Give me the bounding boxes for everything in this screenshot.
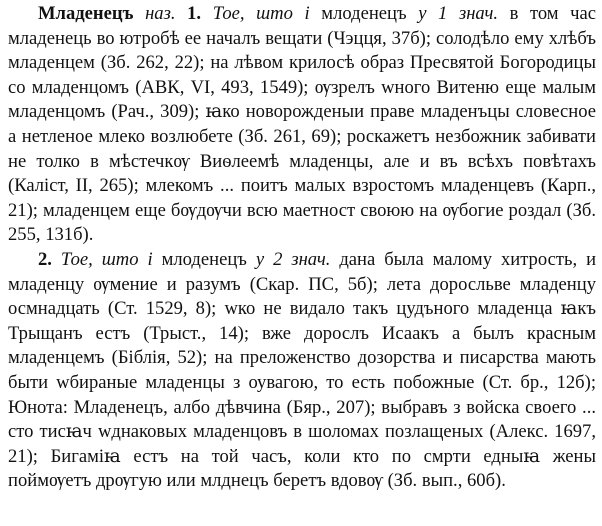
sense-2-quotes: дана была малому хитрость, и младенцу ѹмение и разумъ (Скар. ПС, 5б); лета доросльве младенцу осмнадцать (Ст. 1529, 8); wко не видало такъ цудъного младенца ꙗкъ Трыщанъ естъ (Трыст., 14); вже дорослъ Исаакъ а былъ красным младенцемъ (Біблія, 52); на преложенство дозорства и писарства мають быти wбираные младенцы з оувагою, то есть побожные (Ст. бр., 12б); Юнота: Младенецъ, албо дѣвчина (Бяр., 207); выбравъ з войска своего ... сто тисꙗч wднаковых младенцовъ в шоломах позлащеных (Алекс. 1697, 21); Бигаміꙗ естъ на той часъ, коли кто по смрти едныꙗ жены поймѹетъ дрѹгую или млднецъ беретъ вдовѹ (Зб. вып., 60б). [8, 248, 597, 492]
sense-1-ref-sense: у 1 знач. [418, 3, 498, 24]
sense-2-paragraph [8, 248, 596, 494]
sense-2-number: 2. [38, 248, 52, 270]
sense-1-paragraph [8, 2, 596, 248]
sense-1-ref-word: млоденецъ [321, 3, 407, 24]
sense-2-definition: Тое, што і [60, 248, 153, 270]
dictionary-entry [8, 2, 596, 494]
sense-1-quotes: в том час младенець во ютробѣ ее началъ вещати (Чэцця, 37б); солодѣло ему хлѣбъ младенцем (Зб. 262, 22); на лѣвом крилосѣ образ Пресвятой Богородицы со младенцомъ (АВК, VI, 493, 1549); ѹзрелъ wного Витеню еще малым младенцомъ (Рач., 309); ꙗко новорожденыи праве младенъцы словесное а нетленое млеко возлюбете (Зб. 261, 69); роскажетъ незбожник забивати не толко в мѣстечкѹ Виѳлеемѣ младенцы, але и въ всѣхъ повѣтахъ (Каліст, II, 265); млекомъ ... поитъ малых взростомъ младенцевъ (Карп., 21); младенцем еще бѹдѹчи всю маетност своюю на ѹбогие роздал (Зб. 255, 131б). [8, 3, 597, 246]
headword: Младенецъ [38, 3, 134, 24]
sense-1-definition: Тое, што і [212, 3, 310, 24]
sense-2-ref-word: млоденецъ [161, 248, 247, 270]
sense-2-ref-sense: у 2 знач. [255, 248, 331, 270]
sense-1-number: 1. [187, 3, 202, 24]
part-of-speech: наз. [145, 3, 176, 24]
